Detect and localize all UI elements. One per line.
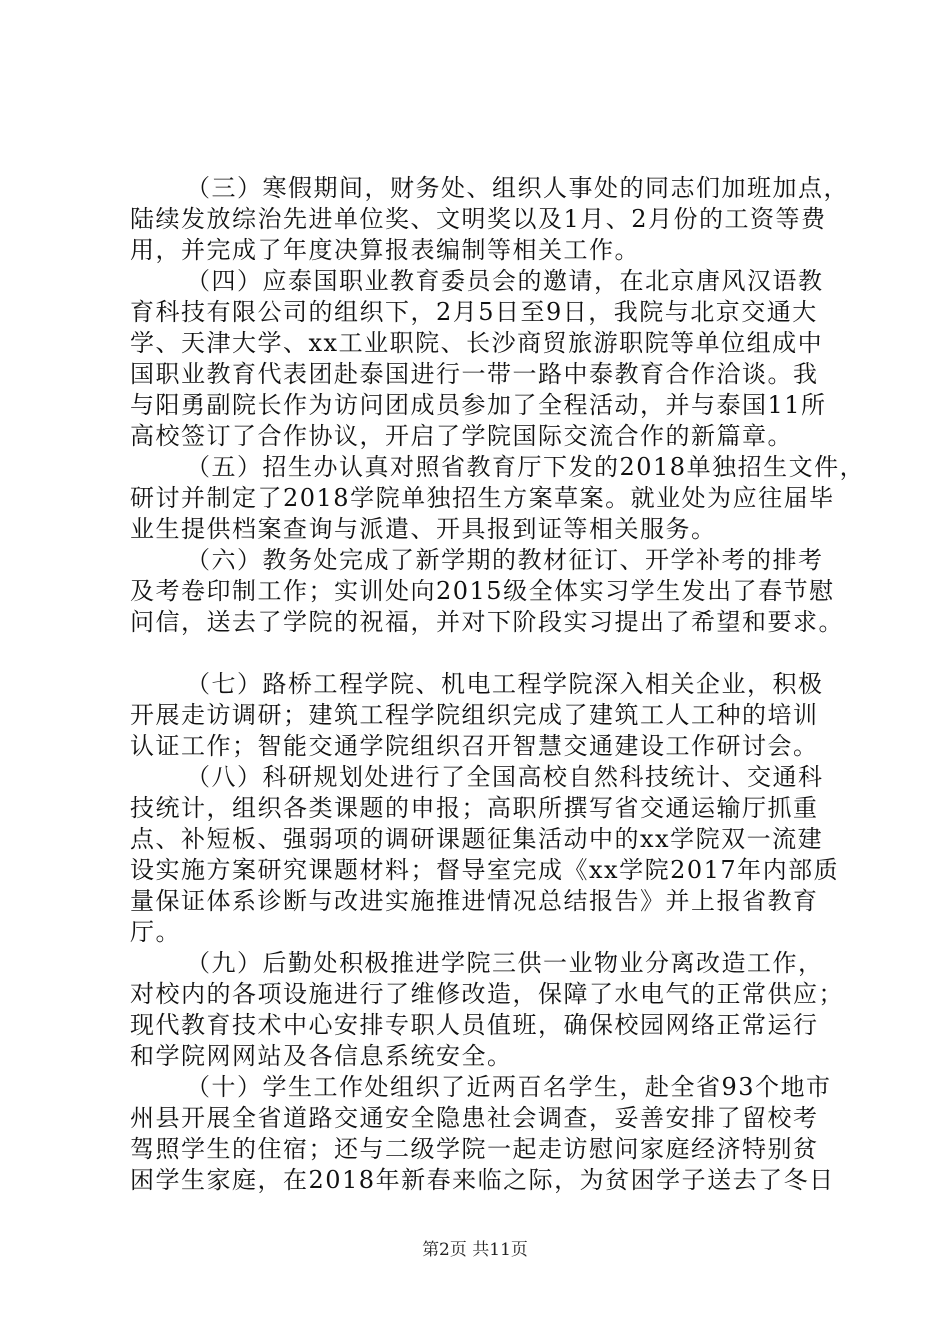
- text-line: 认证工作；智能交通学院组织召开智慧交通建设工作研讨会。: [130, 732, 819, 760]
- text-line: 量保证体系诊断与改进实施推进情况总结报告》并上报省教育: [130, 887, 819, 915]
- text-line: （五）招生办认真对照省教育厅下发的2018单独招生文件，: [186, 453, 866, 481]
- text-line: 困学生家庭，在2018年新春来临之际，为贫困学子送去了冬日: [130, 1166, 835, 1194]
- text-line: 和学院网网站及各信息系统安全。: [130, 1042, 513, 1070]
- text-line: 厅。: [130, 918, 181, 946]
- text-line: 用，并完成了年度决算报表编制等相关工作。: [130, 236, 640, 264]
- document-body: [130, 173, 866, 1196]
- text-line: 驾照学生的住宿；还与二级学院一起走访慰问家庭经济特别贫: [130, 1135, 819, 1163]
- text-line: 现代教育技术中心安排专职人员值班，确保校园网络正常运行: [130, 1011, 819, 1039]
- text-line: 与阳勇副院长作为访问团成员参加了全程活动，并与泰国11所: [130, 391, 827, 419]
- paragraph-10: [130, 1072, 836, 1196]
- text-line: （三）寒假期间，财务处、组织人事处的同志们加班加点，: [186, 174, 849, 202]
- text-line: 育科技有限公司的组织下，2月5日至9日，我院与北京交通大: [130, 298, 818, 326]
- text-line: 开展走访调研；建筑工程学院组织完成了建筑工人工种的培训: [130, 701, 819, 729]
- text-line: （七）路桥工程学院、机电工程学院深入相关企业，积极: [186, 670, 824, 698]
- text-line: 问信，送去了学院的祝福，并对下阶段实习提出了希望和要求。: [130, 608, 844, 636]
- text-line: 及考卷印制工作；实训处向2015级全体实习学生发出了春节慰: [130, 577, 835, 605]
- text-line: 业生提供档案查询与派遣、开具报到证等相关服务。: [130, 515, 717, 543]
- text-line: （四）应泰国职业教育委员会的邀请，在北京唐风汉语教: [186, 267, 824, 295]
- paragraph-4: [130, 266, 836, 452]
- paragraph-9: [130, 948, 844, 1072]
- paragraph-6: [130, 545, 844, 638]
- text-line: 国职业教育代表团赴泰国进行一带一路中泰教育合作洽谈。我: [130, 360, 819, 388]
- paragraph-5: [130, 452, 866, 545]
- text-line: 州县开展全省道路交通安全隐患社会调查，妥善安排了留校考: [130, 1104, 819, 1132]
- paragraph-3: [130, 173, 849, 266]
- text-line: 设实施方案研究课题材料；督导室完成《xx学院2017年内部质: [130, 856, 840, 884]
- text-line: （六）教务处完成了新学期的教材征订、开学补考的排考: [186, 546, 824, 574]
- text-line: 点、补短板、强弱项的调研课题征集活动中的xx学院双一流建: [130, 825, 824, 853]
- text-line: 学、天津大学、xx工业职院、长沙商贸旅游职院等单位组成中: [130, 329, 824, 357]
- paragraph-gap: [130, 638, 836, 669]
- text-line: （十）学生工作处组织了近两百名学生，赴全省93个地市: [186, 1073, 832, 1101]
- paragraph-8: [130, 762, 840, 948]
- text-line: 对校内的各项设施进行了维修改造，保障了水电气的正常供应；: [130, 980, 844, 1008]
- text-line: 研讨并制定了2018学院单独招生方案草案。就业处为应往届毕: [130, 484, 835, 512]
- page-number-footer: 第2页 共11页: [422, 1240, 528, 1260]
- text-line: 陆续发放综治先进单位奖、文明奖以及1月、2月份的工资等费: [130, 205, 827, 233]
- paragraph-7: [130, 669, 836, 762]
- text-line: （八）科研规划处进行了全国高校自然科技统计、交通科: [186, 763, 824, 791]
- text-line: 高校签订了合作协议，开启了学院国际交流合作的新篇章。: [130, 422, 793, 450]
- text-line: （九）后勤处积极推进学院三供一业物业分离改造工作，: [186, 949, 824, 977]
- text-line: 技统计，组织各类课题的申报；高职所撰写省交通运输厅抓重: [130, 794, 819, 822]
